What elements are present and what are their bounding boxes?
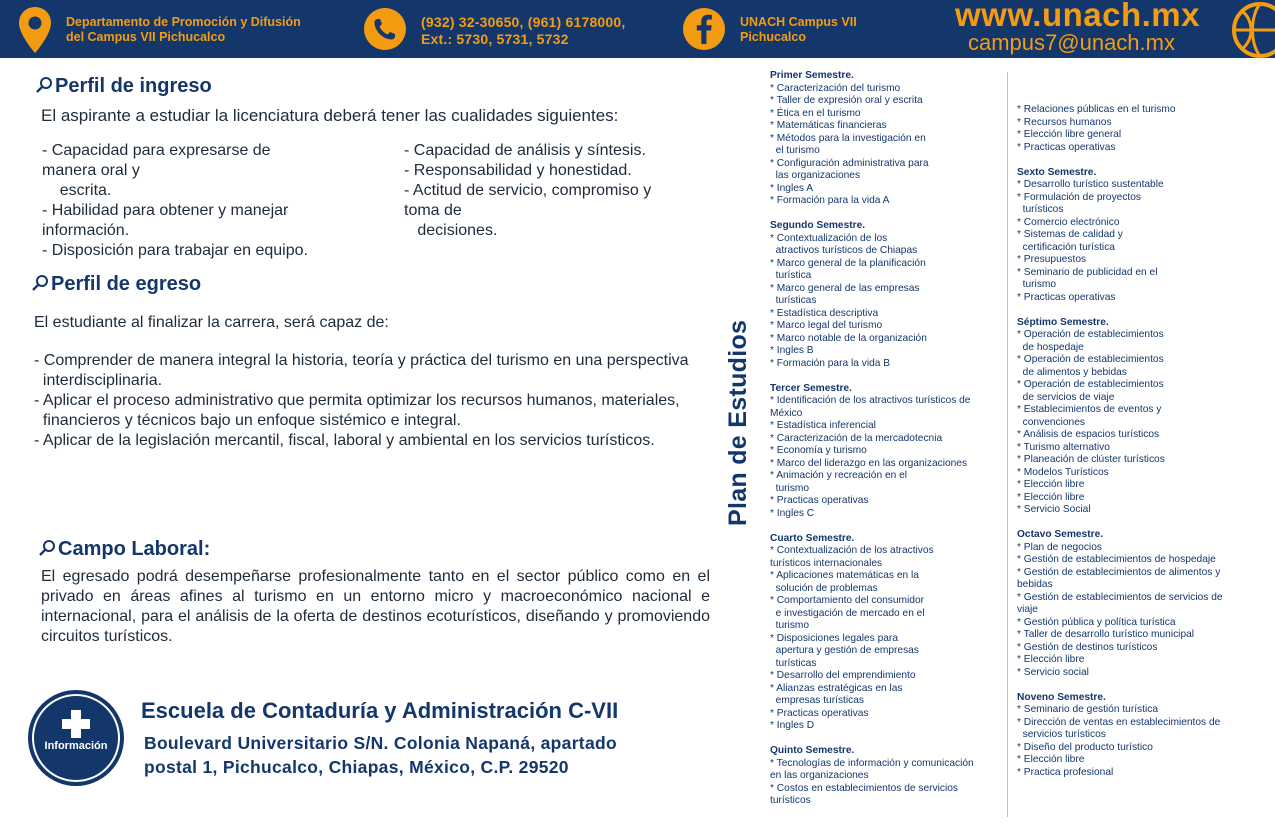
facebook-line-2: Pichucalco [740,30,806,44]
address-line-2: postal 1, Pichucalco, Chiapas, México, C.P. 29520 [144,757,569,777]
info-button[interactable] [28,690,124,786]
course-item: * Disposiciones legales para apertura y gestión de empresas turísticas [770,632,919,669]
website-link[interactable]: www.unach.mx [955,0,1200,33]
course-item: * Elección libre [1017,479,1085,490]
plus-icon [62,710,90,738]
list-item: - Actitud de servicio, compromiso y toma de decisiones. [404,182,652,239]
phone-line-1: (932) 32-30650, (961) 6178000, [421,14,626,30]
course-item: * Practicas operativas [770,495,869,506]
course-item: * Comercio electrónico [1017,216,1120,228]
magnifier-icon [35,76,53,94]
course-item: * Identificación de los atractivos turísticos de México [770,395,971,419]
course-item: * Formación para la vida B [770,357,891,369]
department-text [66,15,301,45]
course-item: * Operación de establecimientos de servicios de viaje [1017,379,1164,403]
course-item: * Presupuestos [1017,254,1087,265]
facebook-line-1: UNACH Campus VII [740,15,857,29]
ingreso-title [35,75,212,98]
department-line-1: Departamento de Promoción y Difusión [66,15,301,29]
course-item: * Gestión de destinos turísticos [1017,641,1158,653]
course-item: * Métodos para la investigación en el turismo [770,132,926,156]
course-item: * Configuración administrativa para las organizaciones [770,157,929,181]
egreso-list [34,351,721,451]
course-item: * Aplicaciones matemáticas en la solución de problemas [770,570,919,594]
list-item: - Disposición para trabajar en equipo. [42,242,308,259]
department-line-2: del Campus VII Pichucalco [66,30,226,44]
course-item: * Marco del liderazgo en las organizaciones [770,457,968,469]
course-item: * Practicas operativas [1017,291,1116,303]
phone-text [421,14,625,48]
course-item: * Comportamiento del consumidor e investigación de mercado en el turismo [770,595,925,631]
course-item: * Desarrollo turístico sustentable [1017,179,1164,190]
plan-divider [1007,72,1008,817]
semester-heading: Primer Semestre. [770,70,854,81]
course-item: * Gestión pública y política turística [1017,616,1176,628]
email-link[interactable]: campus7@unach.mx [968,30,1175,55]
semester-heading: Séptimo Semestre. [1017,316,1109,328]
course-item: * Seminario de publicidad en el turismo [1017,266,1158,290]
location-pin-icon [18,6,52,54]
course-item: * Alianzas estratégicas en las empresas turísticas [770,682,903,706]
magnifier-icon [31,274,49,292]
ingreso-list-1 [42,141,382,261]
info-ring [32,694,120,782]
school-name: Escuela de Contaduría y Administración C-VII [141,698,619,723]
course-item: * Practicas operativas [1017,141,1116,153]
list-item: - Responsabilidad y honestidad. [404,162,632,179]
course-item: * Marco notable de la organización [770,332,927,344]
course-item: * Elección libre [1017,654,1085,665]
facebook-text[interactable] [740,15,857,45]
semester-heading: Tercer Semestre. [770,382,852,394]
course-item: * Recursos humanos [1017,116,1112,128]
course-item: * Gestión de establecimientos de hospedaje [1017,554,1216,565]
course-item: * Animación y recreación en el turismo [770,470,908,494]
ingreso-intro: El aspirante a estudiar la licenciatura deberá tener las cualidades siguientes: [41,106,619,125]
course-item: * Ingles D [770,720,815,731]
course-item: * Establecimientos de eventos y convenciones [1017,404,1162,428]
course-item: * Matemáticas financieras [770,120,887,131]
course-item: * Ingles B [770,345,814,356]
course-item: * Marco legal del turismo [770,320,883,331]
course-item: * Operación de establecimientos de alimentos y bebidas [1017,354,1164,378]
course-item: * Seminario de gestión turística [1017,704,1158,715]
course-item: * Desarrollo del emprendimiento [770,670,916,681]
course-item: * Ingles A [770,182,814,194]
list-item: - Capacidad para expresarse de manera oral y escrita. [42,142,271,199]
course-item: * Contextualización de los atractivos turísticos de Chiapas [770,232,918,256]
course-item: * Servicio social [1017,666,1089,678]
phone-icon [364,8,406,50]
course-item: * Análisis de espacios turísticos [1017,429,1160,440]
course-item: * Servicio Social [1017,504,1091,515]
plan-column-right [1017,104,1267,779]
course-item: * Estadística inferencial [770,420,876,431]
school-address [144,731,617,779]
laboral-title [38,538,210,561]
course-item: * Elección libre [1017,491,1085,503]
course-item: * Turismo alternativo [1017,441,1110,453]
ingreso-list-2 [404,141,724,241]
course-item: * Gestión de establecimientos de alimentos y bebidas [1017,566,1221,590]
course-item: * Formación para la vida A [770,195,890,206]
course-item: * Caracterización del turismo [770,82,901,94]
address-line-1: Boulevard Universitario S/N. Colonia Napaná, apartado [144,733,617,753]
course-item: * Contextualización de los atractivos turísticos internacionales [770,545,934,569]
semester-heading: Noveno Semestre. [1017,691,1106,703]
course-item: * Relaciones públicas en el turismo [1017,104,1176,115]
list-item: - Habilidad para obtener y manejar información. [42,202,289,239]
semester-heading: Cuarto Semestre. [770,532,855,544]
semester-heading: Octavo Semestre. [1017,529,1104,540]
list-item: - Comprender de manera integral la historia, teoría y práctica del turismo en una perspectiva interdisciplinaria. [34,352,689,389]
course-item: * Taller de desarrollo turístico municipal [1017,629,1195,640]
course-item: * Operación de establecimientos de hospedaje [1017,329,1164,353]
plan-title: Plan de Estudios [724,319,752,526]
laboral-title-text: Campo Laboral: [58,538,211,560]
list-item: - Aplicar el proceso administrativo que permita optimizar los recursos humanos, materiales, financieros y técnicos bajo un enfoque sistémico e integral. [34,392,680,429]
course-item: * Ingles C [770,507,815,519]
course-item: * Planeación de clúster turísticos [1017,454,1165,465]
header-bar [0,0,1275,58]
list-item: - Aplicar de la legislación mercantil, fiscal, laboral y ambiental en los servicios turísticos. [34,432,655,449]
course-item: * Practicas operativas [770,707,869,719]
facebook-icon[interactable] [683,8,725,50]
course-item: * Formulación de proyectos turísticos [1017,191,1142,215]
course-item: * Economía y turismo [770,445,867,456]
egreso-intro: El estudiante al finalizar la carrera, será capaz de: [34,314,389,331]
course-item: * Practica profesional [1017,766,1114,778]
course-item: * Tecnologías de información y comunicación en las organizaciones [770,757,974,781]
course-item: * Marco general de la planificación turística [770,257,926,281]
course-item: * Estadística descriptiva [770,307,879,319]
plan-column-left [770,70,1006,808]
semester-heading: Quinto Semestre. [770,745,855,756]
course-item: * Ética en el turismo [770,107,861,119]
course-item: * Modelos Turísticos [1017,466,1109,478]
course-item: * Diseño del producto turístico [1017,741,1153,753]
course-item: * Caracterización de la mercadotecnia [770,432,943,444]
semester-heading: Sexto Semestre. [1017,166,1097,178]
course-item: * Plan de negocios [1017,541,1102,553]
course-item: * Gestión de establecimientos de servicios de viaje [1017,591,1223,615]
ingreso-title-text: Perfil de ingreso [55,75,212,97]
course-item: * Costos en establecimientos de servicios turísticos [770,782,958,806]
egreso-title [31,273,201,296]
laboral-text: El egresado podrá desempeñarse profesionalmente tanto en el sector público como en el privado en áreas afines al turismo en un entorno micro y macroeconómico nacional e internacional, para el análisis de la oferta de destinos ecoturísticos, diseñando y promoviendo circuitos turísticos. [41,568,710,645]
egreso-title-text: Perfil de egreso [51,273,202,295]
basketball-icon [1230,0,1275,60]
course-item: * Taller de expresión oral y escrita [770,95,923,106]
phone-line-2: Ext.: 5730, 5731, 5732 [421,31,569,47]
list-item: - Capacidad de análisis y síntesis. [404,142,646,159]
course-item: * Marco general de las empresas turísticas [770,282,920,306]
course-item: * Elección libre general [1017,129,1122,140]
course-item: * Dirección de ventas en establecimientos de servicios turísticos [1017,716,1221,740]
course-item: * Elección libre [1017,754,1085,765]
course-item: * Sistemas de calidad y certificación turística [1017,229,1123,253]
info-label: Información [44,740,108,752]
semester-heading: Segundo Semestre. [770,220,866,231]
magnifier-icon [38,539,56,557]
